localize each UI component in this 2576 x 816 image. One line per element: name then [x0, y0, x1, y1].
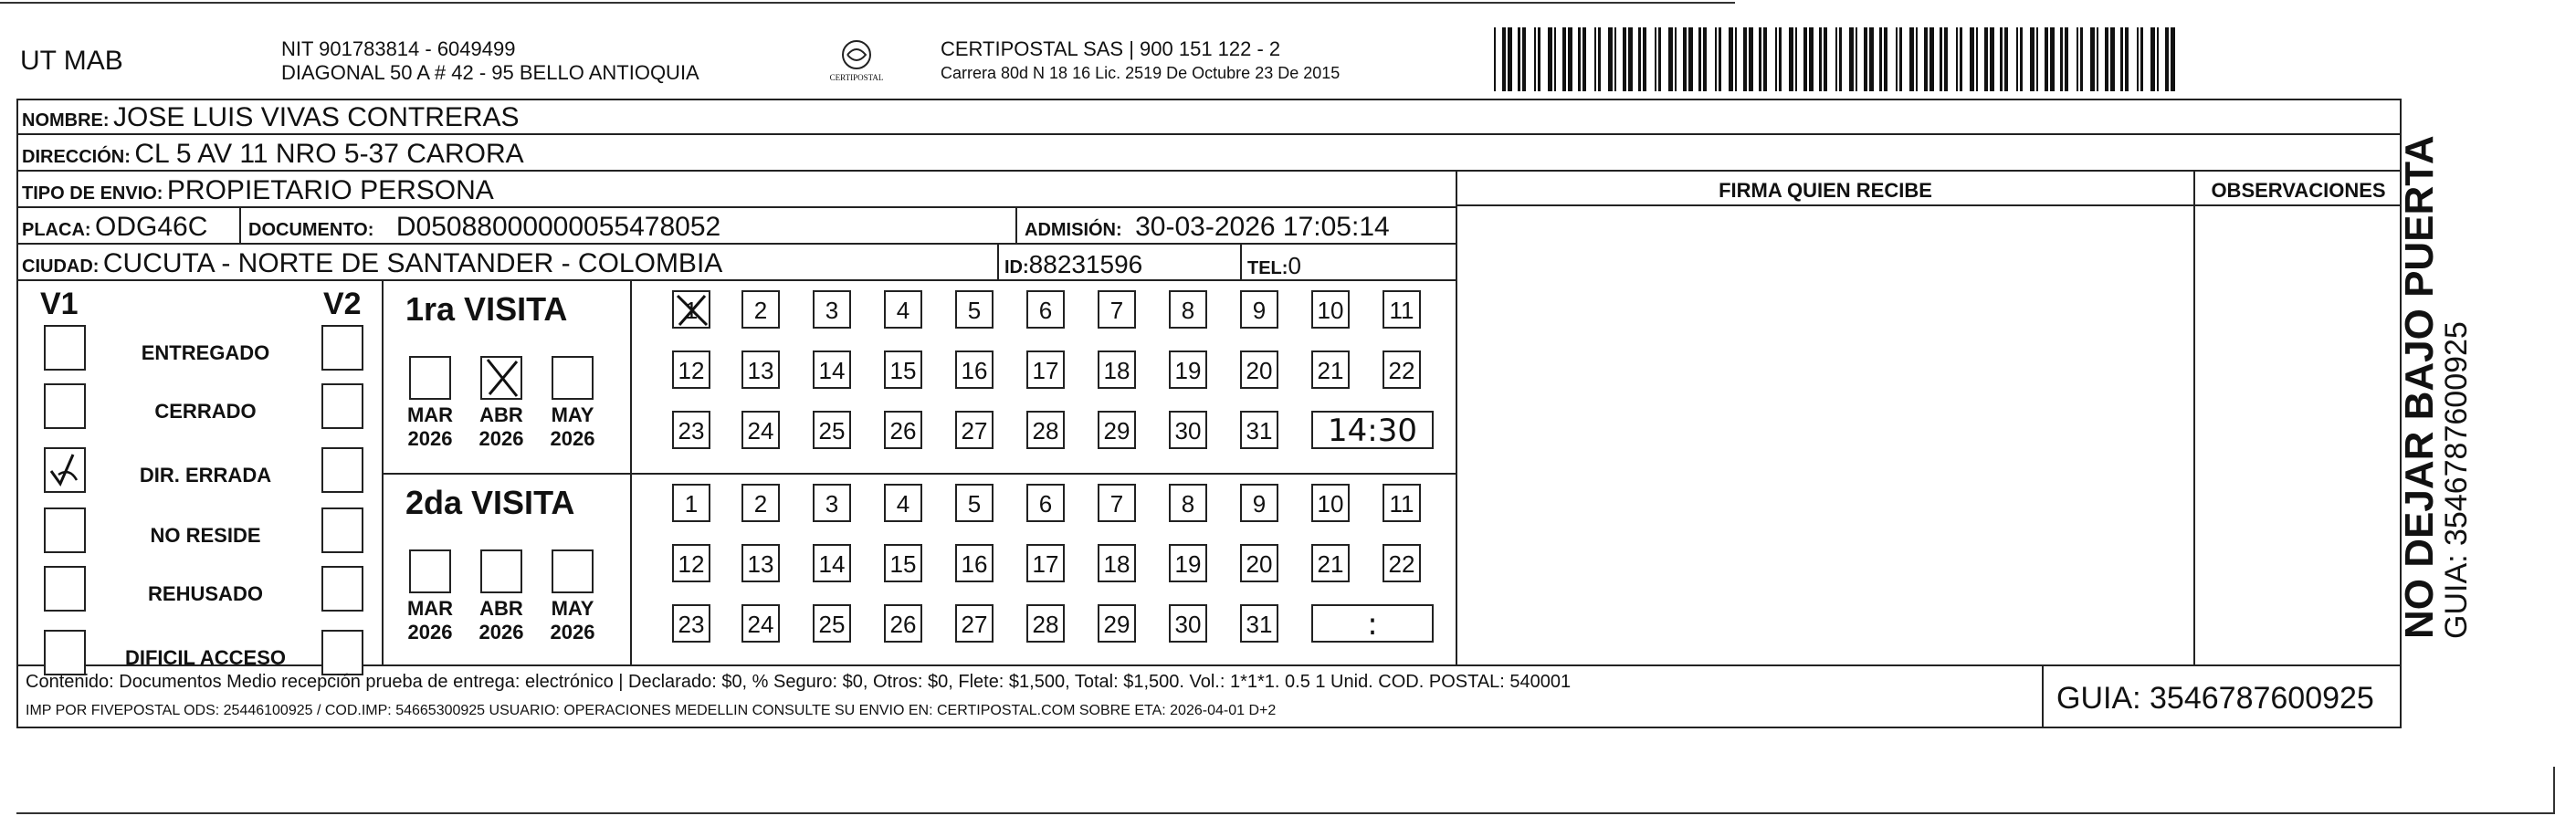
barcode-bar: [1594, 27, 1596, 91]
barcode-bar: [1835, 27, 1837, 91]
second-day-box[interactable]: 6: [1026, 484, 1065, 522]
v1-checkbox[interactable]: [44, 383, 86, 429]
barcode-bar: [1578, 27, 1581, 91]
barcode-bar: [1643, 27, 1646, 91]
first-day-box[interactable]: 26: [884, 411, 922, 449]
barcode-bar: [1869, 27, 1874, 91]
barcode-bar: [1956, 27, 1958, 91]
year-label: 2026: [407, 427, 453, 450]
month-label: ABR: [479, 597, 523, 620]
barcode-bar: [1548, 27, 1552, 91]
second-day-box[interactable]: 5: [955, 484, 994, 522]
first-day-box[interactable]: 25: [813, 411, 851, 449]
second-day-box[interactable]: 14: [813, 544, 851, 582]
barcode-bar: [2016, 27, 2018, 91]
barcode-bar: [1970, 27, 1974, 91]
barcode-bar: [1759, 27, 1761, 91]
first-day-box[interactable]: 20: [1240, 350, 1278, 389]
first-day-box[interactable]: 23: [672, 411, 710, 449]
v1-checkbox[interactable]: [44, 566, 86, 612]
barcode-bar: [1623, 27, 1626, 91]
imp-text: IMP POR FIVEPOSTAL ODS: 25446100925 / COD.IMP: 54665300925 USUARIO: OPERACIONES MEDELLIN CONSULTE SU ENVIO EN: CERTIPOSTAL.COM SOBRE ETA: 2026-04-01 D+2: [26, 703, 1277, 718]
month-label: MAY: [551, 597, 594, 620]
status-label: NO RESIDE: [150, 524, 261, 547]
id-value: 88231596: [1028, 250, 1143, 278]
second-month-checkbox[interactable]: [480, 549, 522, 593]
barcode-bar: [1795, 27, 1797, 91]
year-label: 2026: [478, 621, 524, 643]
barcode-bar: [2000, 27, 2003, 91]
observaciones-header: OBSERVACIONES: [2211, 179, 2386, 202]
first-day-box[interactable]: 27: [955, 411, 994, 449]
barcode-bar: [2004, 27, 2008, 91]
barcode-bar: [1779, 27, 1782, 91]
barcode-bar: [2120, 27, 2123, 91]
second-day-box[interactable]: 13: [741, 544, 780, 582]
barcode-bar: [1924, 27, 1928, 91]
first-day-box[interactable]: 13: [741, 350, 780, 389]
second-day-box[interactable]: 25: [813, 604, 851, 643]
barcode-bar: [1743, 27, 1747, 91]
month-label: MAR: [406, 597, 454, 620]
second-day-box[interactable]: 9: [1240, 484, 1278, 522]
barcode-bar: [2077, 27, 2078, 91]
barcode-bar: [1715, 27, 1717, 91]
status-label: CERRADO: [154, 400, 257, 423]
first-visit-title: 1ra VISITA: [405, 290, 568, 328]
second-day-box[interactable]: 18: [1098, 544, 1136, 582]
nombre-label: NOMBRE:: [22, 110, 110, 131]
barcode-bar: [1884, 27, 1887, 91]
second-day-box[interactable]: 12: [672, 544, 710, 582]
second-day-box[interactable]: 29: [1098, 604, 1136, 643]
first-day-box[interactable]: 28: [1026, 411, 1065, 449]
carrier-name: CERTIPOSTAL SAS | 900 151 122 - 2: [941, 37, 1281, 60]
status-label: ENTREGADO: [141, 341, 270, 364]
side-guia: GUIA: 3546787600925: [2439, 321, 2474, 639]
direccion-label: DIRECCIÓN:: [22, 147, 131, 167]
barcode-bar: [2150, 27, 2155, 91]
second-day-box[interactable]: 4: [884, 484, 922, 522]
direccion-value: CL 5 AV 11 NRO 5-37 CARORA: [134, 139, 524, 169]
first-month-checkbox[interactable]: [409, 356, 451, 400]
first-day-box[interactable]: 24: [741, 411, 780, 449]
v1-label: V1: [40, 287, 79, 321]
barcode-bar: [1896, 27, 1898, 91]
barcode-bar: [1819, 27, 1822, 91]
second-day-box[interactable]: 2: [741, 484, 780, 522]
second-day-box[interactable]: 8: [1169, 484, 1207, 522]
first-day-box[interactable]: 3: [813, 290, 851, 329]
barcode-bar: [2110, 27, 2115, 91]
barcode-bar: [1658, 27, 1661, 91]
first-day-box[interactable]: 31: [1240, 411, 1278, 449]
barcode-bar: [1502, 27, 1506, 91]
status-label: REHUSADO: [148, 582, 263, 605]
barcode-bar: [1944, 27, 1948, 91]
first-day-box[interactable]: 1: [672, 290, 710, 329]
barcode-bar: [2030, 27, 2035, 91]
year-label: 2026: [478, 427, 524, 450]
barcode-bar: [2157, 27, 2159, 91]
placa-value: ODG46C: [95, 212, 208, 242]
first-day-box[interactable]: 6: [1026, 290, 1065, 329]
second-time-box[interactable]: :: [1311, 604, 1434, 643]
barcode-bar: [1899, 27, 1902, 91]
barcode-bar: [2137, 27, 2139, 91]
month-label: MAY: [551, 403, 594, 426]
year-label: 2026: [550, 427, 595, 450]
logo-text: CERTIPOSTAL: [829, 73, 884, 82]
first-month-checkbox[interactable]: [480, 356, 522, 400]
row-nombre: [16, 99, 2402, 135]
status-label: DIFICIL ACCESO: [124, 646, 286, 669]
v2-checkbox[interactable]: [321, 383, 363, 429]
barcode-bar: [1598, 27, 1601, 91]
barcode-bar: [2171, 27, 2175, 91]
barcode-bar: [1628, 27, 1633, 91]
second-day-box[interactable]: 27: [955, 604, 994, 643]
barcode-bar: [1614, 27, 1616, 91]
barcode-bar: [1916, 27, 1918, 91]
barcode-bar: [1864, 27, 1867, 91]
second-day-box[interactable]: 15: [884, 544, 922, 582]
barcode-bar: [1735, 27, 1737, 91]
second-day-box[interactable]: 20: [1240, 544, 1278, 582]
barcode-bar: [1522, 27, 1526, 91]
second-day-box[interactable]: 26: [884, 604, 922, 643]
admision-value: 30-03-2026 17:05:14: [1135, 212, 1390, 242]
ciudad-label: CIUDAD:: [22, 256, 100, 277]
barcode-bar: [1729, 27, 1733, 91]
barcode-bar: [2065, 27, 2068, 91]
id-label: ID:: [1004, 257, 1029, 277]
barcode-bar: [1518, 27, 1520, 91]
year-label: 2026: [407, 621, 453, 643]
footer-guia: GUIA: 3546787600925: [2056, 681, 2374, 716]
second-day-box[interactable]: 21: [1311, 544, 1350, 582]
v2-checkbox[interactable]: [321, 630, 363, 675]
barcode-bar: [2140, 27, 2143, 91]
barcode-bar: [2090, 27, 2095, 91]
barcode-bar: [1698, 27, 1701, 91]
first-day-box[interactable]: 21: [1311, 350, 1350, 389]
status-label: DIR. ERRADA: [139, 464, 272, 486]
row-tipo: [16, 172, 1457, 208]
barcode-bar: [2097, 27, 2098, 91]
barcode-bar: [2105, 27, 2108, 91]
barcode-bar: [1688, 27, 1693, 91]
v2-label: V2: [323, 287, 362, 321]
first-day-box[interactable]: 10: [1311, 290, 1350, 329]
row-placa: [16, 208, 1457, 245]
first-day-box[interactable]: 30: [1169, 411, 1207, 449]
barcode-bar: [2045, 27, 2048, 91]
side-warning: NO DEJAR BAJO PUERTA: [2397, 135, 2442, 639]
v2-checkbox[interactable]: [321, 447, 363, 493]
second-day-box[interactable]: 28: [1026, 604, 1065, 643]
tel-value: 0: [1288, 252, 1301, 279]
barcode-bar: [2080, 27, 2083, 91]
first-day-box[interactable]: 7: [1098, 290, 1136, 329]
first-day-box[interactable]: 12: [672, 350, 710, 389]
barcode-bar: [2036, 27, 2038, 91]
v1-checkbox[interactable]: [44, 447, 86, 493]
v2-checkbox[interactable]: [321, 325, 363, 371]
v1-checkbox[interactable]: [44, 507, 86, 553]
first-day-box[interactable]: 2: [741, 290, 780, 329]
barcode-bar: [1494, 27, 1496, 91]
row-direccion: [16, 135, 2402, 172]
month-label: MAR: [406, 403, 454, 426]
barcode-bar: [1879, 27, 1882, 91]
first-day-box[interactable]: 22: [1383, 350, 1421, 389]
barcode-bar: [1582, 27, 1586, 91]
sender-name: UT MAB: [20, 46, 123, 76]
barcode-bar: [1675, 27, 1677, 91]
barcode-bar: [1719, 27, 1721, 91]
tel-label: TEL:: [1247, 258, 1288, 278]
tipo-label: TIPO DE ENVIO:: [22, 183, 163, 204]
nombre-value: JOSE LUIS VIVAS CONTRERAS: [113, 102, 520, 132]
first-day-box[interactable]: 19: [1169, 350, 1207, 389]
barcode-bar: [1960, 27, 1962, 91]
second-month-checkbox[interactable]: [552, 549, 594, 593]
barcode-bar: [2050, 27, 2055, 91]
barcode-bar: [1990, 27, 1994, 91]
tipo-value: PROPIETARIO PERSONA: [166, 175, 494, 205]
barcode-bar: [1775, 27, 1777, 91]
month-label: ABR: [479, 403, 523, 426]
second-day-box[interactable]: 22: [1383, 544, 1421, 582]
barcode-bar: [1839, 27, 1842, 91]
first-day-box[interactable]: 9: [1240, 290, 1278, 329]
barcode-bar: [1763, 27, 1767, 91]
barcode-bar: [1508, 27, 1512, 91]
year-label: 2026: [550, 621, 595, 643]
barcode-bar: [1554, 27, 1556, 91]
first-time-box[interactable]: 14:30: [1311, 411, 1434, 449]
barcode-bar: [2165, 27, 2169, 91]
first-day-box[interactable]: 15: [884, 350, 922, 389]
certipostal-logo: [811, 35, 902, 89]
firma-header: FIRMA QUIEN RECIBE: [1719, 179, 1932, 202]
barcode-bar: [1638, 27, 1641, 91]
barcode-bar: [2060, 27, 2063, 91]
barcode-bar: [1803, 27, 1807, 91]
contenido-text: Contenido: Documentos Medio recepción prueba de entrega: electrónico | Declarado: $0, % Seguro: $0, Otros: $0, Flete: $1,500, Total: $1,500. Vol.: 1*1*1. 0.5 1 Unid. COD. POSTAL: 540001: [26, 672, 1572, 692]
barcode-bar: [1668, 27, 1673, 91]
first-day-box[interactable]: 17: [1026, 350, 1065, 389]
bottom-rule: [16, 812, 2555, 814]
admision-label: ADMISIÓN:: [1025, 220, 1122, 240]
first-day-box[interactable]: 11: [1383, 290, 1421, 329]
barcode-bar: [1929, 27, 1934, 91]
first-month-checkbox[interactable]: [552, 356, 594, 400]
barcode-bar: [2125, 27, 2129, 91]
second-month-checkbox[interactable]: [409, 549, 451, 593]
carrier-license: Carrera 80d N 18 16 Lic. 2519 De Octubre 23 De 2015: [941, 64, 1341, 82]
barcode-bar: [1608, 27, 1613, 91]
barcode-bar: [1568, 27, 1572, 91]
v2-checkbox[interactable]: [321, 507, 363, 553]
v1-checkbox[interactable]: [44, 325, 86, 371]
barcode-bar: [1976, 27, 1978, 91]
documento-value: D05088000000055478052: [395, 212, 721, 242]
barcode-bar: [1824, 27, 1827, 91]
sender-address: DIAGONAL 50 A # 42 - 95 BELLO ANTIOQUIA: [281, 61, 699, 84]
first-day-box[interactable]: 29: [1098, 411, 1136, 449]
second-day-box[interactable]: 30: [1169, 604, 1207, 643]
second-day-box[interactable]: 1: [672, 484, 710, 522]
barcode-bar: [1809, 27, 1814, 91]
second-day-box[interactable]: 11: [1383, 484, 1421, 522]
barcode-bar: [1849, 27, 1854, 91]
second-day-box[interactable]: 10: [1311, 484, 1350, 522]
barcode-bar: [1683, 27, 1687, 91]
first-day-box[interactable]: 8: [1169, 290, 1207, 329]
ciudad-value: CUCUTA - NORTE DE SANTANDER - COLOMBIA: [102, 248, 723, 278]
barcode-bar: [1984, 27, 1988, 91]
first-day-box[interactable]: 18: [1098, 350, 1136, 389]
first-day-box[interactable]: 14: [813, 350, 851, 389]
barcode-bar: [1562, 27, 1566, 91]
placa-label: PLACA:: [22, 220, 91, 240]
second-day-box[interactable]: 7: [1098, 484, 1136, 522]
second-day-box[interactable]: 17: [1026, 544, 1065, 582]
second-day-box[interactable]: 24: [741, 604, 780, 643]
row-ciudad: [16, 245, 1457, 281]
second-day-box[interactable]: 31: [1240, 604, 1278, 643]
first-day-box[interactable]: 4: [884, 290, 922, 329]
second-day-box[interactable]: 16: [955, 544, 994, 582]
barcode-bar: [1856, 27, 1857, 91]
documento-label: DOCUMENTO:: [248, 220, 374, 240]
barcode-bar: [1940, 27, 1942, 91]
barcode-bar: [1534, 27, 1536, 91]
barcode-bar: [1655, 27, 1656, 91]
second-visit-title: 2da VISITA: [405, 484, 575, 521]
top-rule: [0, 2, 1735, 4]
sender-nit: NIT 901783814 - 6049499: [281, 37, 516, 60]
first-day-box[interactable]: 16: [955, 350, 994, 389]
second-day-box[interactable]: 23: [672, 604, 710, 643]
barcode-bar: [1749, 27, 1753, 91]
second-day-box[interactable]: 19: [1169, 544, 1207, 582]
barcode-bar: [1789, 27, 1793, 91]
barcode-bar: [1538, 27, 1540, 91]
v1-checkbox[interactable]: [44, 630, 86, 675]
first-day-box[interactable]: 5: [955, 290, 994, 329]
barcode-bar: [1909, 27, 1914, 91]
v2-checkbox[interactable]: [321, 566, 363, 612]
barcode-bar: [1703, 27, 1707, 91]
barcode-bar: [2020, 27, 2023, 91]
barcode: [1494, 27, 2175, 91]
second-day-box[interactable]: 3: [813, 484, 851, 522]
